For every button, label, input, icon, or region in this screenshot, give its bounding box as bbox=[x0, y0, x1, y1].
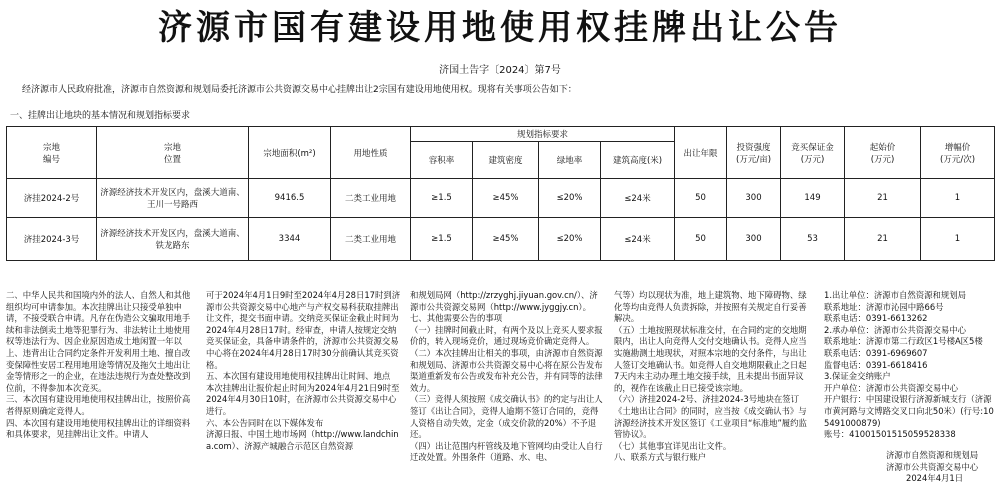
cell-green: ≤20% bbox=[539, 179, 601, 218]
cell-area: 9416.5 bbox=[249, 179, 331, 218]
header-far: 容积率 bbox=[411, 142, 473, 179]
notice-body bbox=[6, 290, 994, 483]
table-row bbox=[7, 218, 995, 261]
header-plot-no: 宗地 编号 bbox=[7, 127, 97, 179]
cell-deposit: 149 bbox=[781, 179, 845, 218]
cell-deposit: 53 bbox=[781, 218, 845, 261]
header-deposit: 竞买保证金 (万元) bbox=[781, 127, 845, 179]
header-height: 建筑高度(米) bbox=[601, 142, 675, 179]
cell-far: ≥1.5 bbox=[411, 179, 473, 218]
notice-date: 2024年4月1日 bbox=[906, 473, 964, 483]
body-column-4: 气等）均以现状为准，地上建筑物、地下障碍物、绿化等均由竞得人负责拆除，并按照有关规定自行妥善解决。 （五）土地按照现状标准交付，在合同约定的交地期限内，出让人向竞得人交付交地确认书。竞得人应当实施勘测土地现状，对照本宗地的交付条件，与出让人签订交地确认书。如竞得人自交地期限截止之日起7天内未主动办理土地交接手续，且未提出书面异议的，视作在该截止日已接受该宗地。 （六）济挂2024-2号、济挂2024-3号地块在签订《土地出让合同》的同时，应当按《成交确认书》与济源经济技术开发区签订《工业项目“标准地”履约监管协议》。 （七）其他事宜详见出让文件。 八、联系方式与银行账户 bbox=[614, 290, 807, 463]
cell-increment: 1 bbox=[921, 179, 995, 218]
table-row bbox=[7, 179, 995, 218]
plot-table bbox=[6, 126, 995, 261]
cell-plot-no: 济挂2024-3号 bbox=[7, 218, 97, 261]
cell-increment: 1 bbox=[921, 218, 995, 261]
header-green: 绿地率 bbox=[539, 142, 601, 179]
cell-start-price: 21 bbox=[845, 179, 921, 218]
header-planning: 规划指标要求 bbox=[411, 127, 675, 142]
body-column-2: 可于2024年4月1日9时至2024年4月28日17时到济源市公共资源交易中心地产与产权交易科获取挂牌出让文件，提交书面申请。交纳竞买保证金截止时间为2024年4月28日17时。经审查，申请人按规定交纳竞买保证金，具备申请条件的，济源市公共资源交易中心将在2024年4月28日17时30分前确认其竞买资格。 五、本次国有建设用地使用权挂牌出让时间、地点 本次挂牌出让报价起止时间为2024年4月21日9时至2024年4月30日10时，在济源市公共资源交易中心进行。 六、本公告同时在以下媒体发布 济源日报、中国土地市场网（http://www.landchina.com）、济源产城融合示范区自然资源 bbox=[206, 290, 401, 451]
cell-plot-no: 济挂2024-2号 bbox=[7, 179, 97, 218]
cell-term: 50 bbox=[675, 179, 727, 218]
body-column-5: 1.出让单位：济源市自然资源和规划局 联系地址：济源市沁园中路66号 联系电话：0391-6613262 2.承办单位：济源市公共资源交易中心 联系地址：济源市第二行政区1号楼A区5楼 联系电话：0391-6969607 监督电话：0391-6618416 3.保证金交纳账户 开户单位：济源市公共资源交易中心 开户银行：中国建设银行济源新城支行（济源市黄河路与文博路交叉口向北50米）(行号:105491000879) 账号：41001501515059528338 bbox=[824, 290, 994, 440]
cell-start-price: 21 bbox=[845, 218, 921, 261]
document-number: 济国土告字〔2024〕第7号 bbox=[439, 65, 561, 76]
cell-density: ≥45% bbox=[473, 218, 539, 261]
header-location: 宗地 位置 bbox=[97, 127, 249, 179]
header-start-price: 起始价 (万元) bbox=[845, 127, 921, 179]
body-column-3: 和规划局网（http://zrzyghj.jiyuan.gov.cn/）、济源市公共资源交易网（http://www.jyggjy.cn）。 七、其他需要公告的事项 （一）挂牌时间截止时，有两个及以上竞买人要求报价的，转入现场竞价，通过现场竞价确定竞得人。 （二）本次挂牌出让相关的事项，由济源市自然资源和规划局、济源市公共资源交易中心将在原公告发布渠道重新发布公告或发布补充公告，并有同等的法律效力。 （三）竞得人须按照《成交确认书》的约定与出让人签订《出让合同》，竞得人逾期不签订合同的，竞得人资格自动失效，定金（成交价款的20%）不予退还。 （四）出让范围内杆管线及地下管网均由受让人自行迁改处置。外围条件（道路、水、电、 bbox=[410, 290, 603, 463]
cell-intensity: 300 bbox=[727, 218, 781, 261]
section-heading: 一、挂牌出让地块的基本情况和规划指标要求 bbox=[10, 111, 191, 121]
cell-height: ≤24米 bbox=[601, 179, 675, 218]
cell-far: ≥1.5 bbox=[411, 218, 473, 261]
cell-density: ≥45% bbox=[473, 179, 539, 218]
cell-green: ≤20% bbox=[539, 218, 601, 261]
header-increment: 增幅价 (万元/次) bbox=[921, 127, 995, 179]
header-use: 用地性质 bbox=[331, 127, 411, 179]
cell-location: 济源经济技术开发区内，盘溪大道南、王川一号路西 bbox=[97, 179, 249, 218]
body-column-1: 二、中华人民共和国境内外的法人、自然人和其他组织均可申请参加。本次挂牌出让只接受单独申请，不接受联合申请。凡存在伪造公文骗取用地手续和非法倒卖土地等犯罪行为、非法转让土地使用权等违法行为、因企业原因造成土地闲置一年以上、违背出让合同约定条件开发利用土地、擅自改变保障性安居工程用地用途等情况及拖欠土地出让金等情形之一的企业，在违法违规行为查处整改到位前，不得参加本次竞买。 三、本次国有建设用地使用权挂牌出让，按照价高者得原则确定竞得人。 四、本次国有建设用地使用权挂牌出让的详细资料和具体要求，见挂牌出让文件。申请人 bbox=[6, 290, 191, 440]
header-area: 宗地面积(m²) bbox=[249, 127, 331, 179]
cell-use: 二类工业用地 bbox=[331, 179, 411, 218]
cell-term: 50 bbox=[675, 218, 727, 261]
header-term: 出让年限 bbox=[675, 127, 727, 179]
signature-center: 济源市公共资源交易中心 bbox=[886, 462, 979, 472]
cell-height: ≤24米 bbox=[601, 218, 675, 261]
cell-intensity: 300 bbox=[727, 179, 781, 218]
intro-paragraph: 经济源市人民政府批准，济源市自然资源和规划局委托济源市公共资源交易中心挂牌出让2宗国有建设用地使用权。现将有关事项公告如下： bbox=[22, 85, 577, 95]
cell-location: 济源经济技术开发区内，盘溪大道南、铁龙路东 bbox=[97, 218, 249, 261]
signature-bureau: 济源市自然资源和规划局 bbox=[886, 450, 979, 460]
cell-use: 二类工业用地 bbox=[331, 218, 411, 261]
header-density: 建筑密度 bbox=[473, 142, 539, 179]
notice-title: 济源市国有建设用地使用权挂牌出让公告 bbox=[158, 8, 842, 48]
header-intensity: 投资强度 (万元/亩) bbox=[727, 127, 781, 179]
cell-area: 3344 bbox=[249, 218, 331, 261]
